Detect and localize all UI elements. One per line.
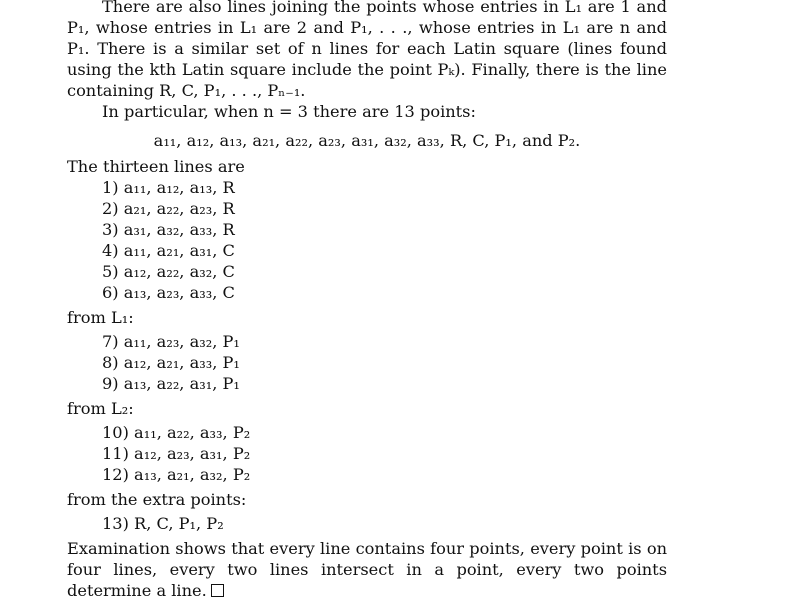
lines-list-extra [67, 513, 667, 534]
list-item: 4) a₁₁, a₂₁, a₃₁, C [102, 241, 235, 260]
list-item: 12) a₁₃, a₂₁, a₃₂, P₂ [102, 465, 251, 484]
list-item: 6) a₁₃, a₂₃, a₃₃, C [102, 283, 235, 302]
list-item: 9) a₁₃, a₂₂, a₃₁, P₁ [102, 374, 240, 393]
lines-list-l2 [67, 422, 667, 485]
list-item: 1) a₁₁, a₁₂, a₁₃, R [102, 178, 235, 197]
lines-list-l1 [67, 331, 667, 394]
thirteen-lines-heading: The thirteen lines are [67, 157, 245, 176]
from-extra-heading: from the extra points: [67, 490, 247, 509]
list-item: 10) a₁₁, a₂₂, a₃₃, P₂ [102, 423, 251, 442]
list-item: 5) a₁₂, a₂₂, a₃₂, C [102, 262, 235, 281]
list-item: 8) a₁₂, a₂₁, a₃₃, P₁ [102, 353, 240, 372]
document-page [67, 0, 667, 601]
list-item: 3) a₃₁, a₃₂, a₃₃, R [102, 220, 235, 239]
paragraph-lines-joining: There are also lines joining the points whose entries in L₁ are 1 and P₁, whose entries in L₁ are 2 and P₁, . . ., whose entries in L₁ are n and P₁. There is a similar set of n lines for each Latin square (lines found using the kth Latin square include the point Pₖ). Finally, there is the line containing R, C, P₁, . . ., Pₙ₋₁. [67, 0, 667, 100]
list-item: 2) a₂₁, a₂₂, a₂₃, R [102, 199, 235, 218]
list-item: 7) a₁₁, a₂₃, a₃₂, P₁ [102, 332, 240, 351]
lines-list-rows-columns [67, 177, 667, 303]
paragraph-in-particular: In particular, when n = 3 there are 13 points: [102, 102, 476, 121]
points-display-equation: a₁₁, a₁₂, a₁₃, a₂₁, a₂₂, a₂₃, a₃₁, a₃₂, a₃₃, R, C, P₁, and P₂. [153, 131, 581, 150]
qed-box-icon [211, 584, 224, 597]
final-paragraph [67, 538, 667, 601]
from-l2-heading: from L₂: [67, 399, 134, 418]
list-item: 11) a₁₂, a₂₃, a₃₁, P₂ [102, 444, 251, 463]
from-l1-heading: from L₁: [67, 308, 134, 327]
list-item: 13) R, C, P₁, P₂ [102, 514, 224, 533]
final-paragraph-text: Examination shows that every line contains four points, every point is on four lines, every two lines intersect in a point, every two points determine a line. [67, 539, 667, 600]
